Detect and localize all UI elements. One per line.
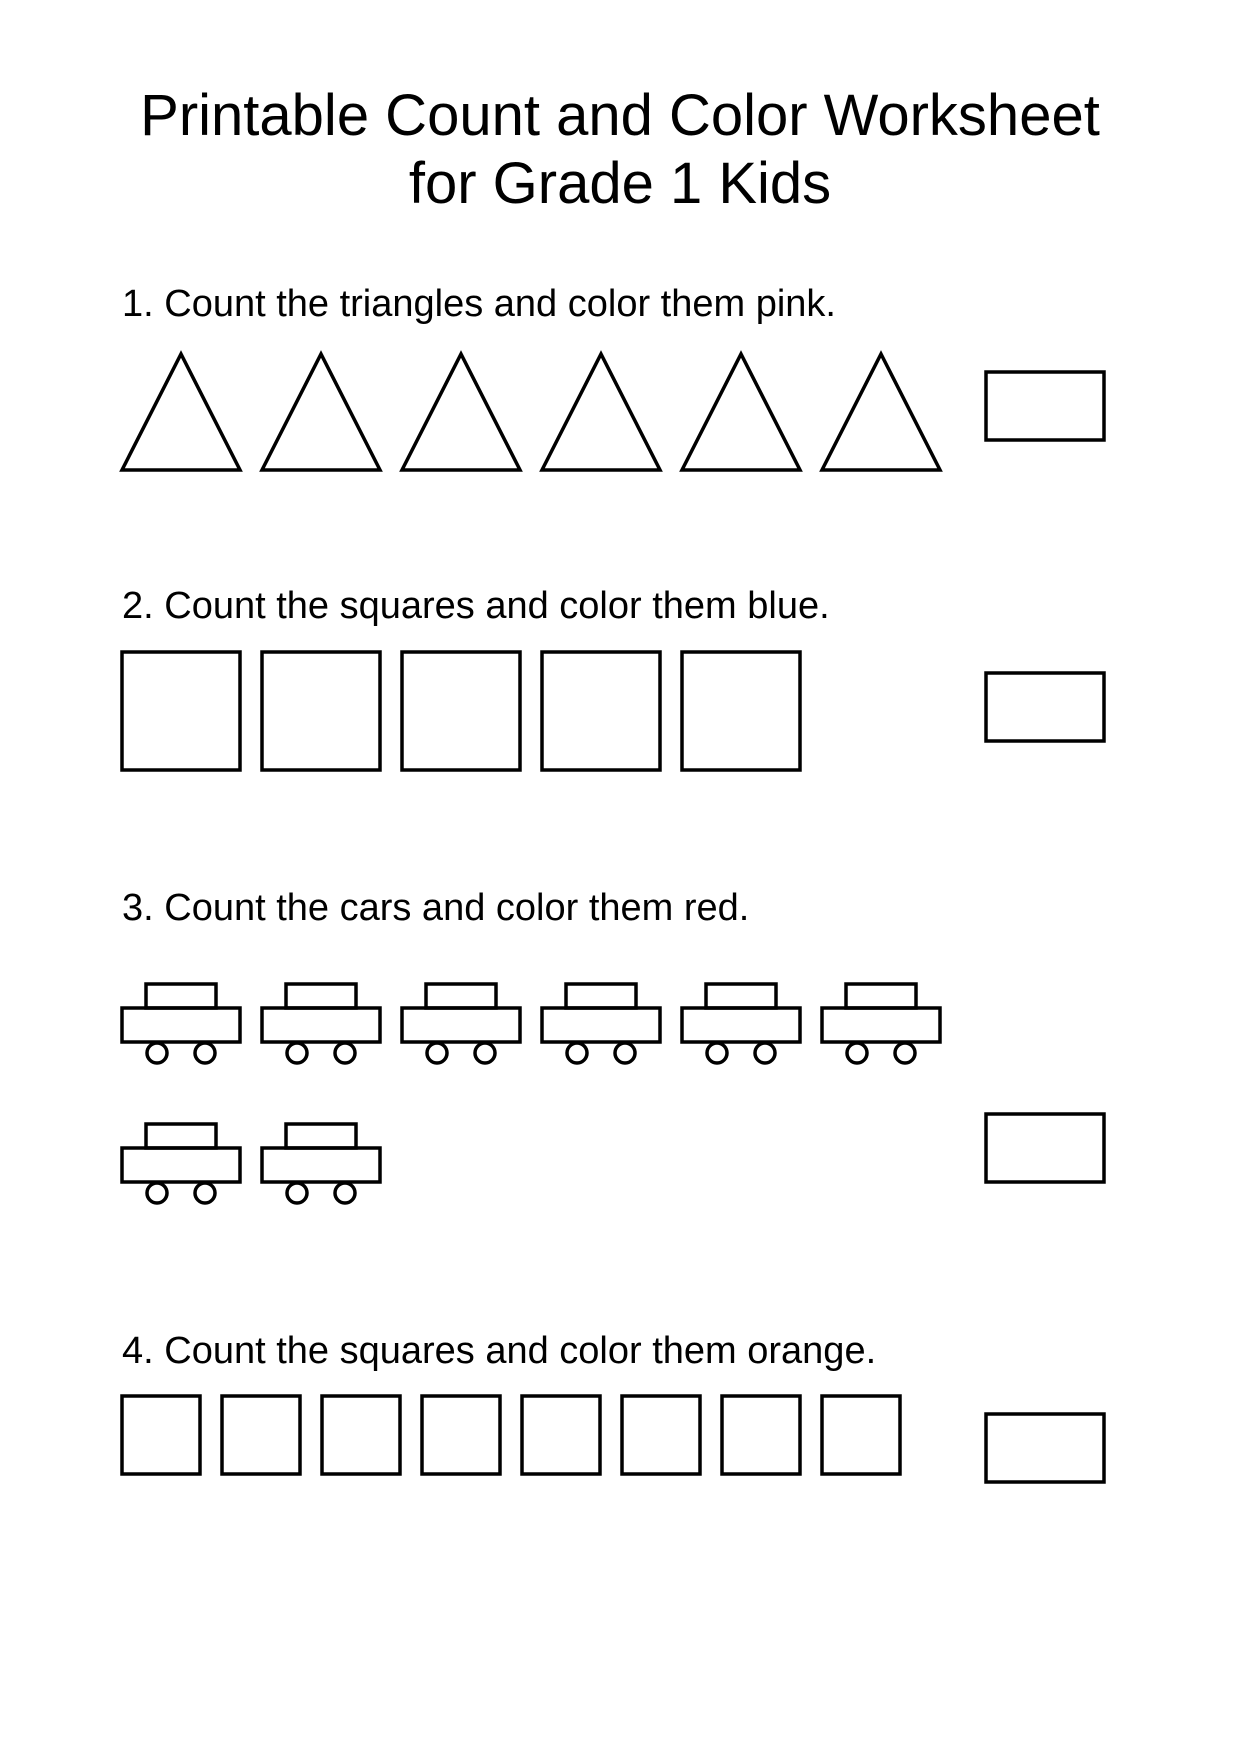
triangle — [682, 354, 800, 470]
car-wheel — [475, 1043, 495, 1063]
car — [122, 984, 240, 1063]
car — [542, 984, 660, 1063]
car — [262, 1124, 380, 1203]
car-wheel — [427, 1043, 447, 1063]
square — [122, 1396, 200, 1474]
car-wheel — [287, 1183, 307, 1203]
car-wheel — [707, 1043, 727, 1063]
square — [822, 1396, 900, 1474]
question-1-text: 1. Count the triangles and color them pink. — [122, 283, 836, 325]
car-body — [542, 1008, 660, 1042]
car-wheel — [615, 1043, 635, 1063]
square — [322, 1396, 400, 1474]
triangle — [822, 354, 940, 470]
car-wheel — [287, 1043, 307, 1063]
triangle — [262, 354, 380, 470]
square — [422, 1396, 500, 1474]
car-body — [122, 1008, 240, 1042]
car-roof — [146, 1124, 216, 1148]
question-3-shapes — [122, 984, 1104, 1203]
car-body — [402, 1008, 520, 1042]
square — [262, 652, 380, 770]
car-roof — [846, 984, 916, 1008]
triangle — [542, 354, 660, 470]
car — [122, 1124, 240, 1203]
car-body — [122, 1148, 240, 1182]
car-roof — [426, 984, 496, 1008]
square — [722, 1396, 800, 1474]
car-roof — [706, 984, 776, 1008]
car-roof — [566, 984, 636, 1008]
car-wheel — [847, 1043, 867, 1063]
car — [822, 984, 940, 1063]
car-body — [262, 1148, 380, 1182]
car-roof — [146, 984, 216, 1008]
answer-box-question-2 — [986, 673, 1104, 741]
car-wheel — [567, 1043, 587, 1063]
question-2-shapes — [122, 652, 1104, 770]
car — [262, 984, 380, 1063]
square — [682, 652, 800, 770]
question-1-shapes — [122, 354, 1104, 470]
car-body — [262, 1008, 380, 1042]
car-body — [682, 1008, 800, 1042]
car-body — [822, 1008, 940, 1042]
square — [542, 652, 660, 770]
question-2-text: 2. Count the squares and color them blue. — [122, 585, 830, 627]
title-line-2: for Grade 1 Kids — [408, 151, 832, 216]
square — [622, 1396, 700, 1474]
triangle — [402, 354, 520, 470]
answer-box-question-3 — [986, 1114, 1104, 1182]
square — [122, 652, 240, 770]
car-wheel — [335, 1043, 355, 1063]
question-4-shapes — [122, 1396, 1104, 1482]
car-wheel — [147, 1043, 167, 1063]
square — [222, 1396, 300, 1474]
square — [522, 1396, 600, 1474]
car — [682, 984, 800, 1063]
question-3-text: 3. Count the cars and color them red. — [122, 887, 750, 929]
car-wheel — [895, 1043, 915, 1063]
answer-box-question-1 — [986, 372, 1104, 440]
answer-box-question-4 — [986, 1414, 1104, 1482]
car — [402, 984, 520, 1063]
car-wheel — [195, 1183, 215, 1203]
car-roof — [286, 984, 356, 1008]
car-wheel — [195, 1043, 215, 1063]
car-wheel — [335, 1183, 355, 1203]
title-line-1: Printable Count and Color Worksheet — [140, 83, 1100, 148]
car-wheel — [755, 1043, 775, 1063]
square — [402, 652, 520, 770]
question-4-text: 4. Count the squares and color them orange. — [122, 1330, 877, 1372]
car-roof — [286, 1124, 356, 1148]
car-wheel — [147, 1183, 167, 1203]
triangle — [122, 354, 240, 470]
